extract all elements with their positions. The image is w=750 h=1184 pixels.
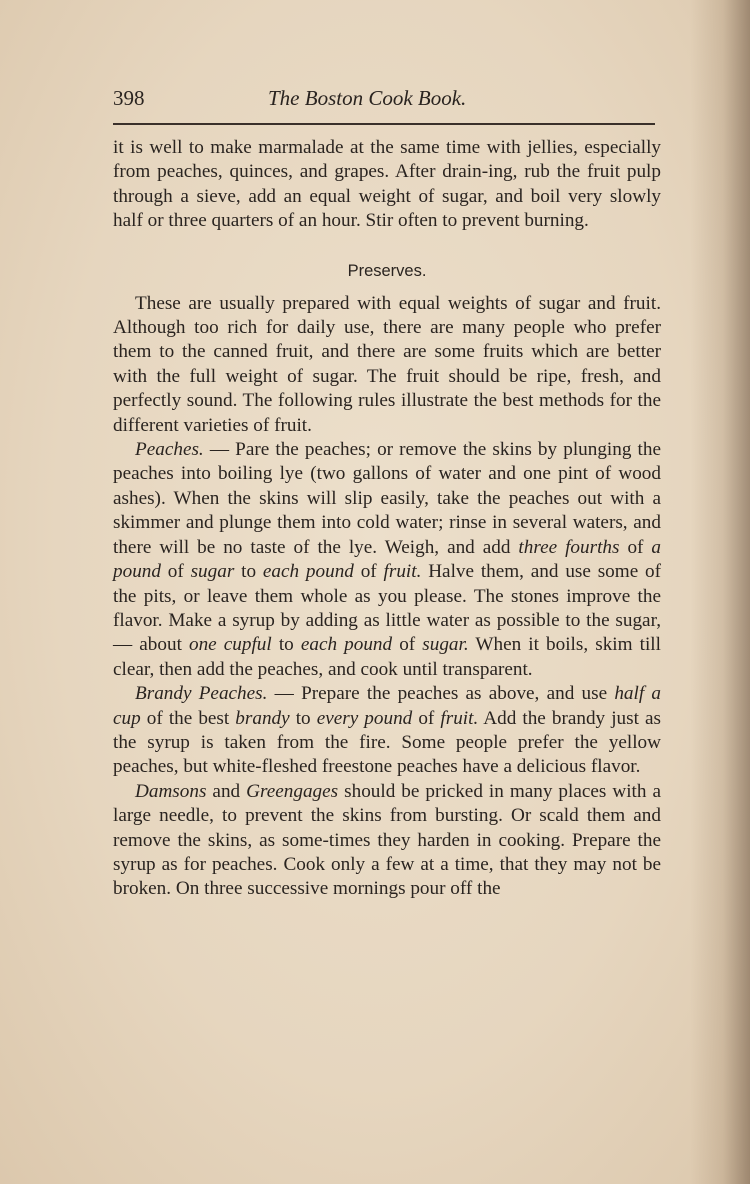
peaches-em-2: a pound bbox=[113, 536, 661, 583]
brandy-peaches-em-2: brandy bbox=[235, 707, 290, 729]
peaches-text-2: of bbox=[619, 536, 652, 558]
peaches-text-3: of bbox=[160, 561, 191, 583]
brandy-peaches-text-5: Add the brandy just as the syrup is taken from the fire. Some people prefer the yellow peaches, but white-fleshed freestone peaches have a delicious flavor. bbox=[113, 707, 661, 778]
peaches-paragraph bbox=[113, 438, 661, 682]
greengages-title: Greengages bbox=[246, 780, 339, 802]
peaches-text-4: to bbox=[234, 561, 263, 583]
peaches-em-5: fruit. bbox=[383, 561, 422, 583]
peaches-text-1: Pare the peaches; or remove the skins by plunging the peaches into boiling lye (two gallons of water and one pint of wood ashes). When the skins will slip easily, take the peaches out with a skimmer and plunge them into cold water; rinse in several waters, and there will be no taste of the lye. Weigh, and add bbox=[113, 439, 662, 558]
brandy-peaches-title: Brandy Peaches. bbox=[135, 683, 268, 705]
brandy-peaches-text-2: of the best bbox=[140, 707, 236, 729]
peaches-text-9: When it boils, skim till clear, then add the peaches, and cook until transparent. bbox=[113, 634, 661, 680]
brandy-peaches-em-4: fruit. bbox=[440, 707, 479, 729]
brandy-peaches-text-4: of bbox=[412, 707, 441, 729]
peaches-em-6: one cupful bbox=[188, 634, 272, 656]
page-header bbox=[113, 86, 660, 116]
peaches-em-4: each pound bbox=[262, 561, 354, 583]
peaches-em-3: sugar bbox=[190, 561, 235, 583]
peaches-text-6: Halve them, and use some of the pits, or leave them whole as you please. The stones improve the flavor. Make a syrup by adding as little water as possible to the sugar, — about bbox=[113, 561, 662, 656]
peaches-text-5: of bbox=[353, 561, 384, 583]
damsons-and: and bbox=[206, 780, 247, 802]
brandy-peaches-text-1: Prepare the peaches as above, and use bbox=[301, 683, 615, 705]
body-text bbox=[113, 136, 661, 902]
damsons-paragraph bbox=[113, 780, 661, 902]
page-number: 398 bbox=[113, 86, 145, 110]
preserves-intro-paragraph: These are usually prepared with equal weights of sugar and fruit. Although too rich for daily use, there are many people who prefer them to the canned fruit, and there are some fruits which are better with the full weight of sugar. The fruit should be ripe, fresh, and perfectly sound. The following rules illustrate the best methods for the different varieties of fruit. bbox=[113, 292, 661, 436]
peaches-dash: — bbox=[203, 439, 236, 461]
peaches-text-7: to bbox=[271, 634, 301, 656]
brandy-peaches-em-3: every pound bbox=[316, 707, 413, 729]
brandy-peaches-dash: — bbox=[267, 683, 302, 705]
section-heading: Preserves. bbox=[347, 261, 427, 280]
peaches-em-1: three fourths bbox=[518, 536, 620, 558]
header-rule bbox=[113, 123, 655, 125]
peaches-em-7: each pound bbox=[300, 634, 393, 656]
peaches-title: Peaches. bbox=[135, 439, 204, 461]
running-title: The Boston Cook Book. bbox=[268, 86, 467, 110]
peaches-em-8: sugar. bbox=[422, 634, 469, 656]
intro-paragraph: it is well to make marmalade at the same time with jellies, especially from peaches, quinces, and grapes. After drain-ing, rub the fruit pulp through a sieve, add an equal weight of sugar, and boil very slowly half or three quarters of an hour. Stir often to prevent burning. bbox=[113, 137, 661, 232]
brandy-peaches-em-1: half a cup bbox=[113, 683, 661, 729]
brandy-peaches-paragraph bbox=[113, 682, 661, 780]
peaches-text-8: of bbox=[392, 634, 423, 656]
damsons-title: Damsons bbox=[135, 780, 207, 802]
brandy-peaches-text-3: to bbox=[289, 707, 317, 729]
damsons-text-1: should be pricked in many places with a large needle, to prevent the skins from bursting. Or scald them and remove the skins, as some-times they harden in cooking. Prepare the syrup as for peaches. Cook only a few at a time, that they may not be broken. On three successive mornings pour off the bbox=[113, 780, 661, 900]
